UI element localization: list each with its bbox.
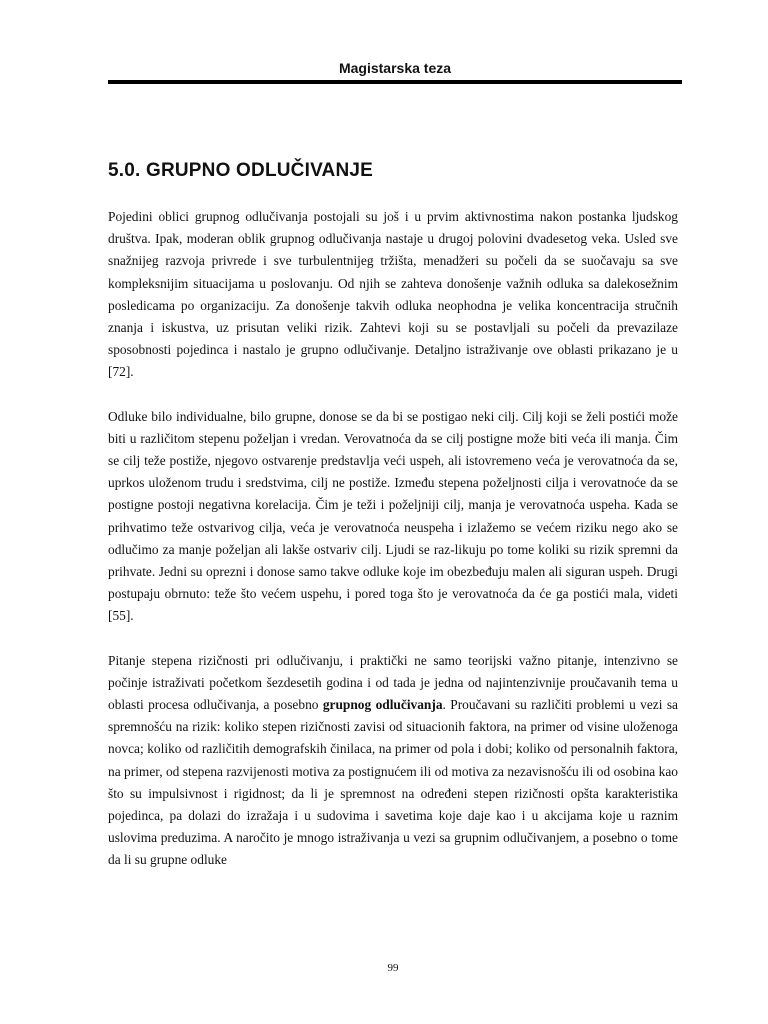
bold-term: grupnog odlučivanja [322, 697, 443, 713]
paragraph-2: Odluke bilo individualne, bilo grupne, donose se da bi se postigao neki cilj. Cilj koji se želi postići može biti u različitom stepenu poželjan i vredan. Verovatnoća da se cilj postigne može biti veća ili manja. Čim se cilj teže postiže, njegovo ostvarenje predstavlja veći uspeh, ali istovremeno veća je verovatnoća da se, uprkos uloženom trudu i sredstvima, cilj ne postiže. Između stepena poželjnosti cilja i verovatnoće da se postigne postoji negativna korelacija. Čim je teži i poželjniji cilj, manja je verovatnoća uspeha. Kada se prihvatimo teže ostvarivog cilja, veća je verovatnoća neuspeha i izlažemo se većem riziku nego ako se odlučimo za manje poželjan ali lakše ostvariv cilj. Ljudi se raz-likuju po tome koliki su rizik spremni da prihvate. Jedni su oprezni i donose samo takve odluke koje im obezbeđuju malen ali siguran uspeh. Drugi postupaju obrnuto: teže što većem uspehu, i pored toga što je verovatnoća da će ga postići mala, videti [55]. [108, 408, 678, 624]
body-text [108, 206, 678, 894]
page-number: 99 [387, 962, 399, 974]
section-heading: 5.0. GRUPNO ODLUČIVANJE [108, 160, 374, 181]
paragraph-3-part-1: Pitanje stepena rizičnosti pri odlučivanju, i praktički ne samo teorijski važno pitanje, intenzivno se počinje istraživati početkom šezdesetih godina i od tada je jedna od najintenzivnije proučavanih tema u oblasti procesa odlučivanja, a posebno [108, 652, 678, 713]
paragraph-3 [108, 650, 678, 872]
header-rule [108, 80, 682, 84]
paragraph-3-part-2: . Proučavani su različiti problemi u vezi sa spremnošću na rizik: koliko stepen rizičnosti zavisi od situacionih faktora, na primer od visine uloženoga novca; koliko od različitih demografskih činilaca, na primer od pola i dobi; koliko od personalnih faktora, na primer, od stepena razvijenosti motiva za postignućem ili od motiva za nezavisnošću ili od osobina kao što su impulsivnost i rigidnost; da li je spremnost na određeni stepen rizičnosti opšta karakteristika pojedinca, pa dolazi do izražaja i u sudovima i savetima koje daje kao i u akcijama koje u raznim uslovima preduzima. A naročito je mnogo istraživanja u vezi sa grupnim odlučivanjem, a posebno o tome da li su grupne odluke [108, 697, 678, 868]
running-header: Magistarska teza [338, 60, 452, 76]
paragraph-1: Pojedini oblici grupnog odlučivanja postojali su još i u prvim aktivnostima nakon postanka ljudskog društva. Ipak, moderan oblik grupnog odlučivanja nastaje u drugoj polovini dvadesetog veka. Usled sve snažnijeg razvoja privrede i sve turbulentnijeg tržišta, menadžeri su počeli da se suočavaju sa sve kompleksnijim situacijama u poslovanju. Od njih se zahteva donošenje važnih odluka sa dalekosežnim posledicama po organizaciju. Za donošenje takvih odluka neophodna je velika koncentracija stručnih znanja i iskustva, uz prisutan veliki rizik. Zahtevi koji su se postavljali su počeli da prevazilaze sposobnosti pojedinca i nastalo je grupno odlučivanje. Detaljno istraživanje ove oblasti prikazano je u [72]. [108, 209, 678, 380]
